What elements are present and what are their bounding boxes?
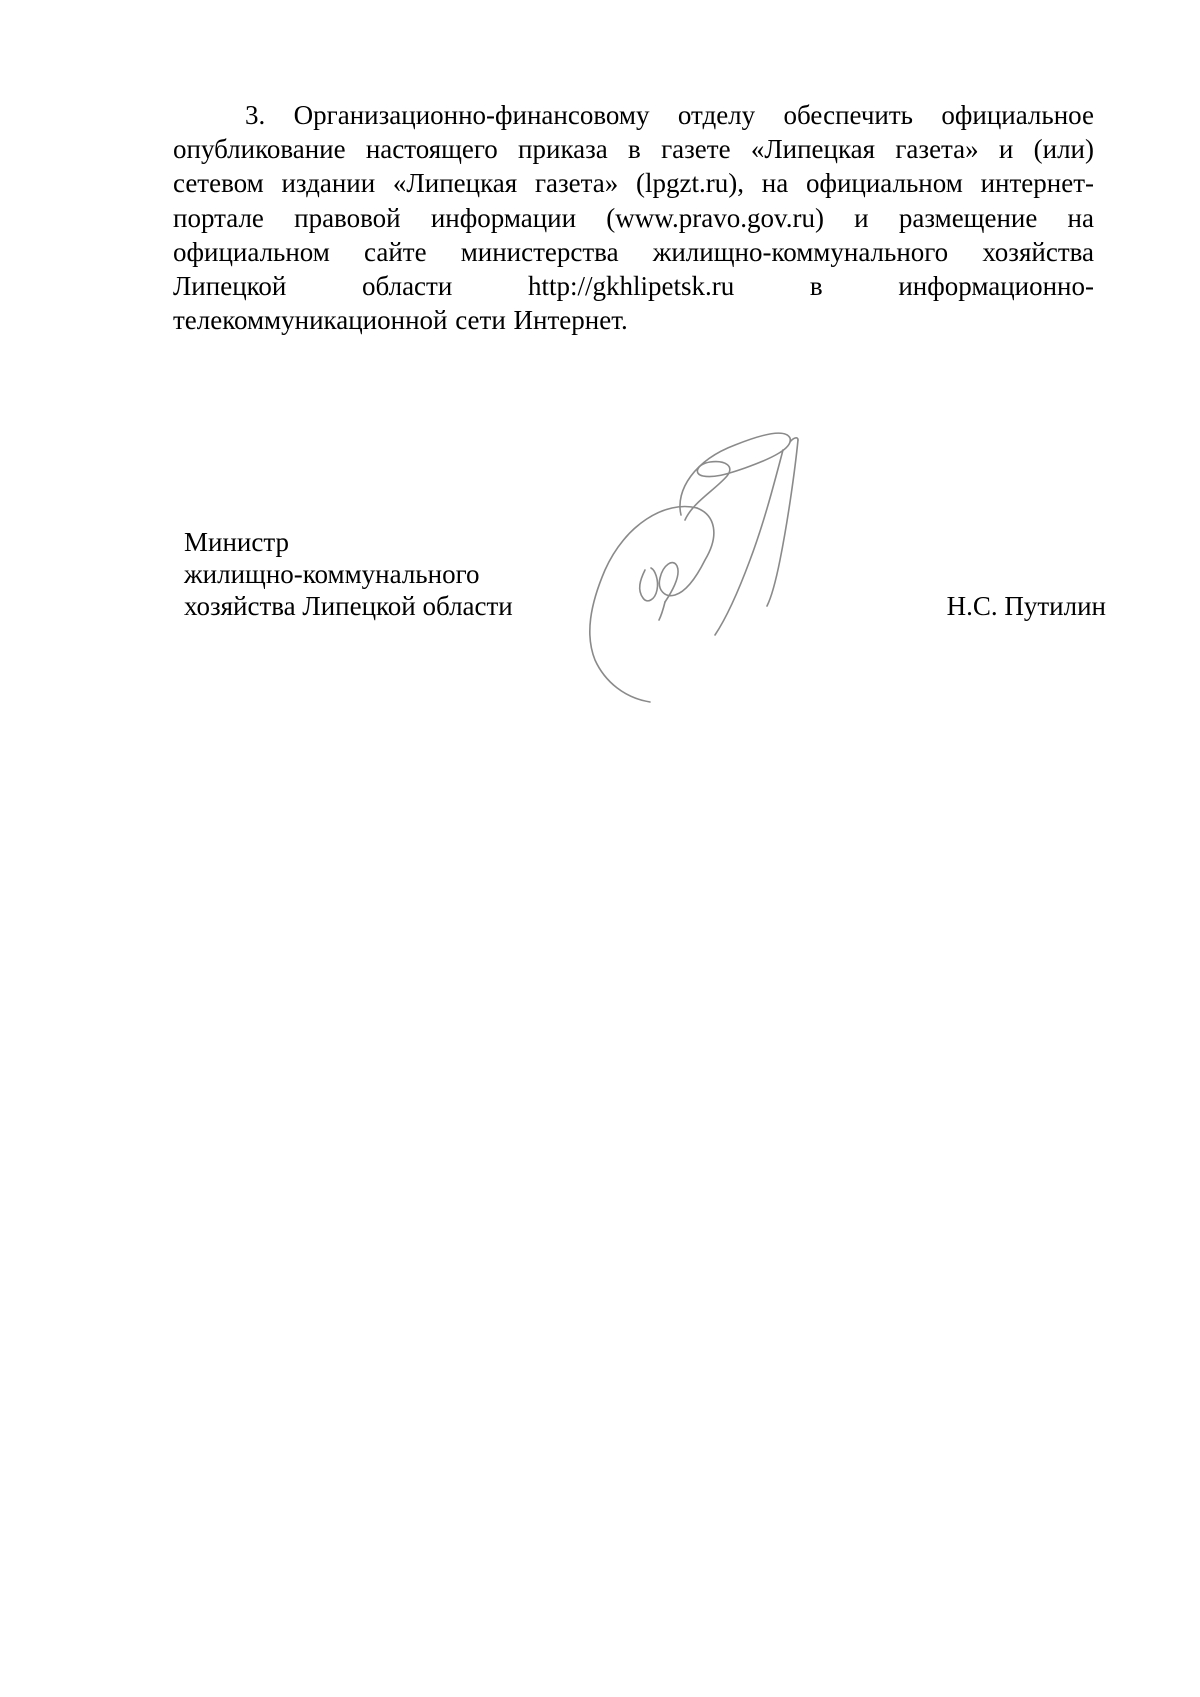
signatory-title-line: Министр: [184, 527, 289, 557]
paragraph-line: сетевом издании «Липецкая газета» (lpgzt.ru), на официальном интернет-: [173, 168, 1094, 199]
paragraph-line: Липецкой области http://gkhlipetsk.ru в информационно-: [173, 271, 1094, 302]
paragraph-line: 3. Организационно-финансовому отделу обеспечить официальное: [245, 100, 1094, 130]
paragraph-line: телекоммуникационной сети Интернет.: [173, 305, 628, 336]
paragraph-3: [173, 98, 1094, 337]
signatory-title-line: хозяйства Липецкой области: [184, 591, 513, 621]
paragraph-line: официальном сайте министерства жилищно-коммунального хозяйства: [173, 236, 1094, 267]
signatory-title-line: жилищно-коммунального: [184, 559, 480, 589]
paragraph-line: опубликование настоящего приказа в газете «Липецкая газета» и (или): [173, 134, 1094, 165]
paragraph-line: портале правовой информации (www.pravo.gov.ru) и размещение на: [173, 202, 1094, 233]
signatory-title: [184, 526, 513, 622]
signer-name: Н.С. Путилин: [946, 591, 1106, 621]
handwritten-signature: [585, 420, 865, 720]
